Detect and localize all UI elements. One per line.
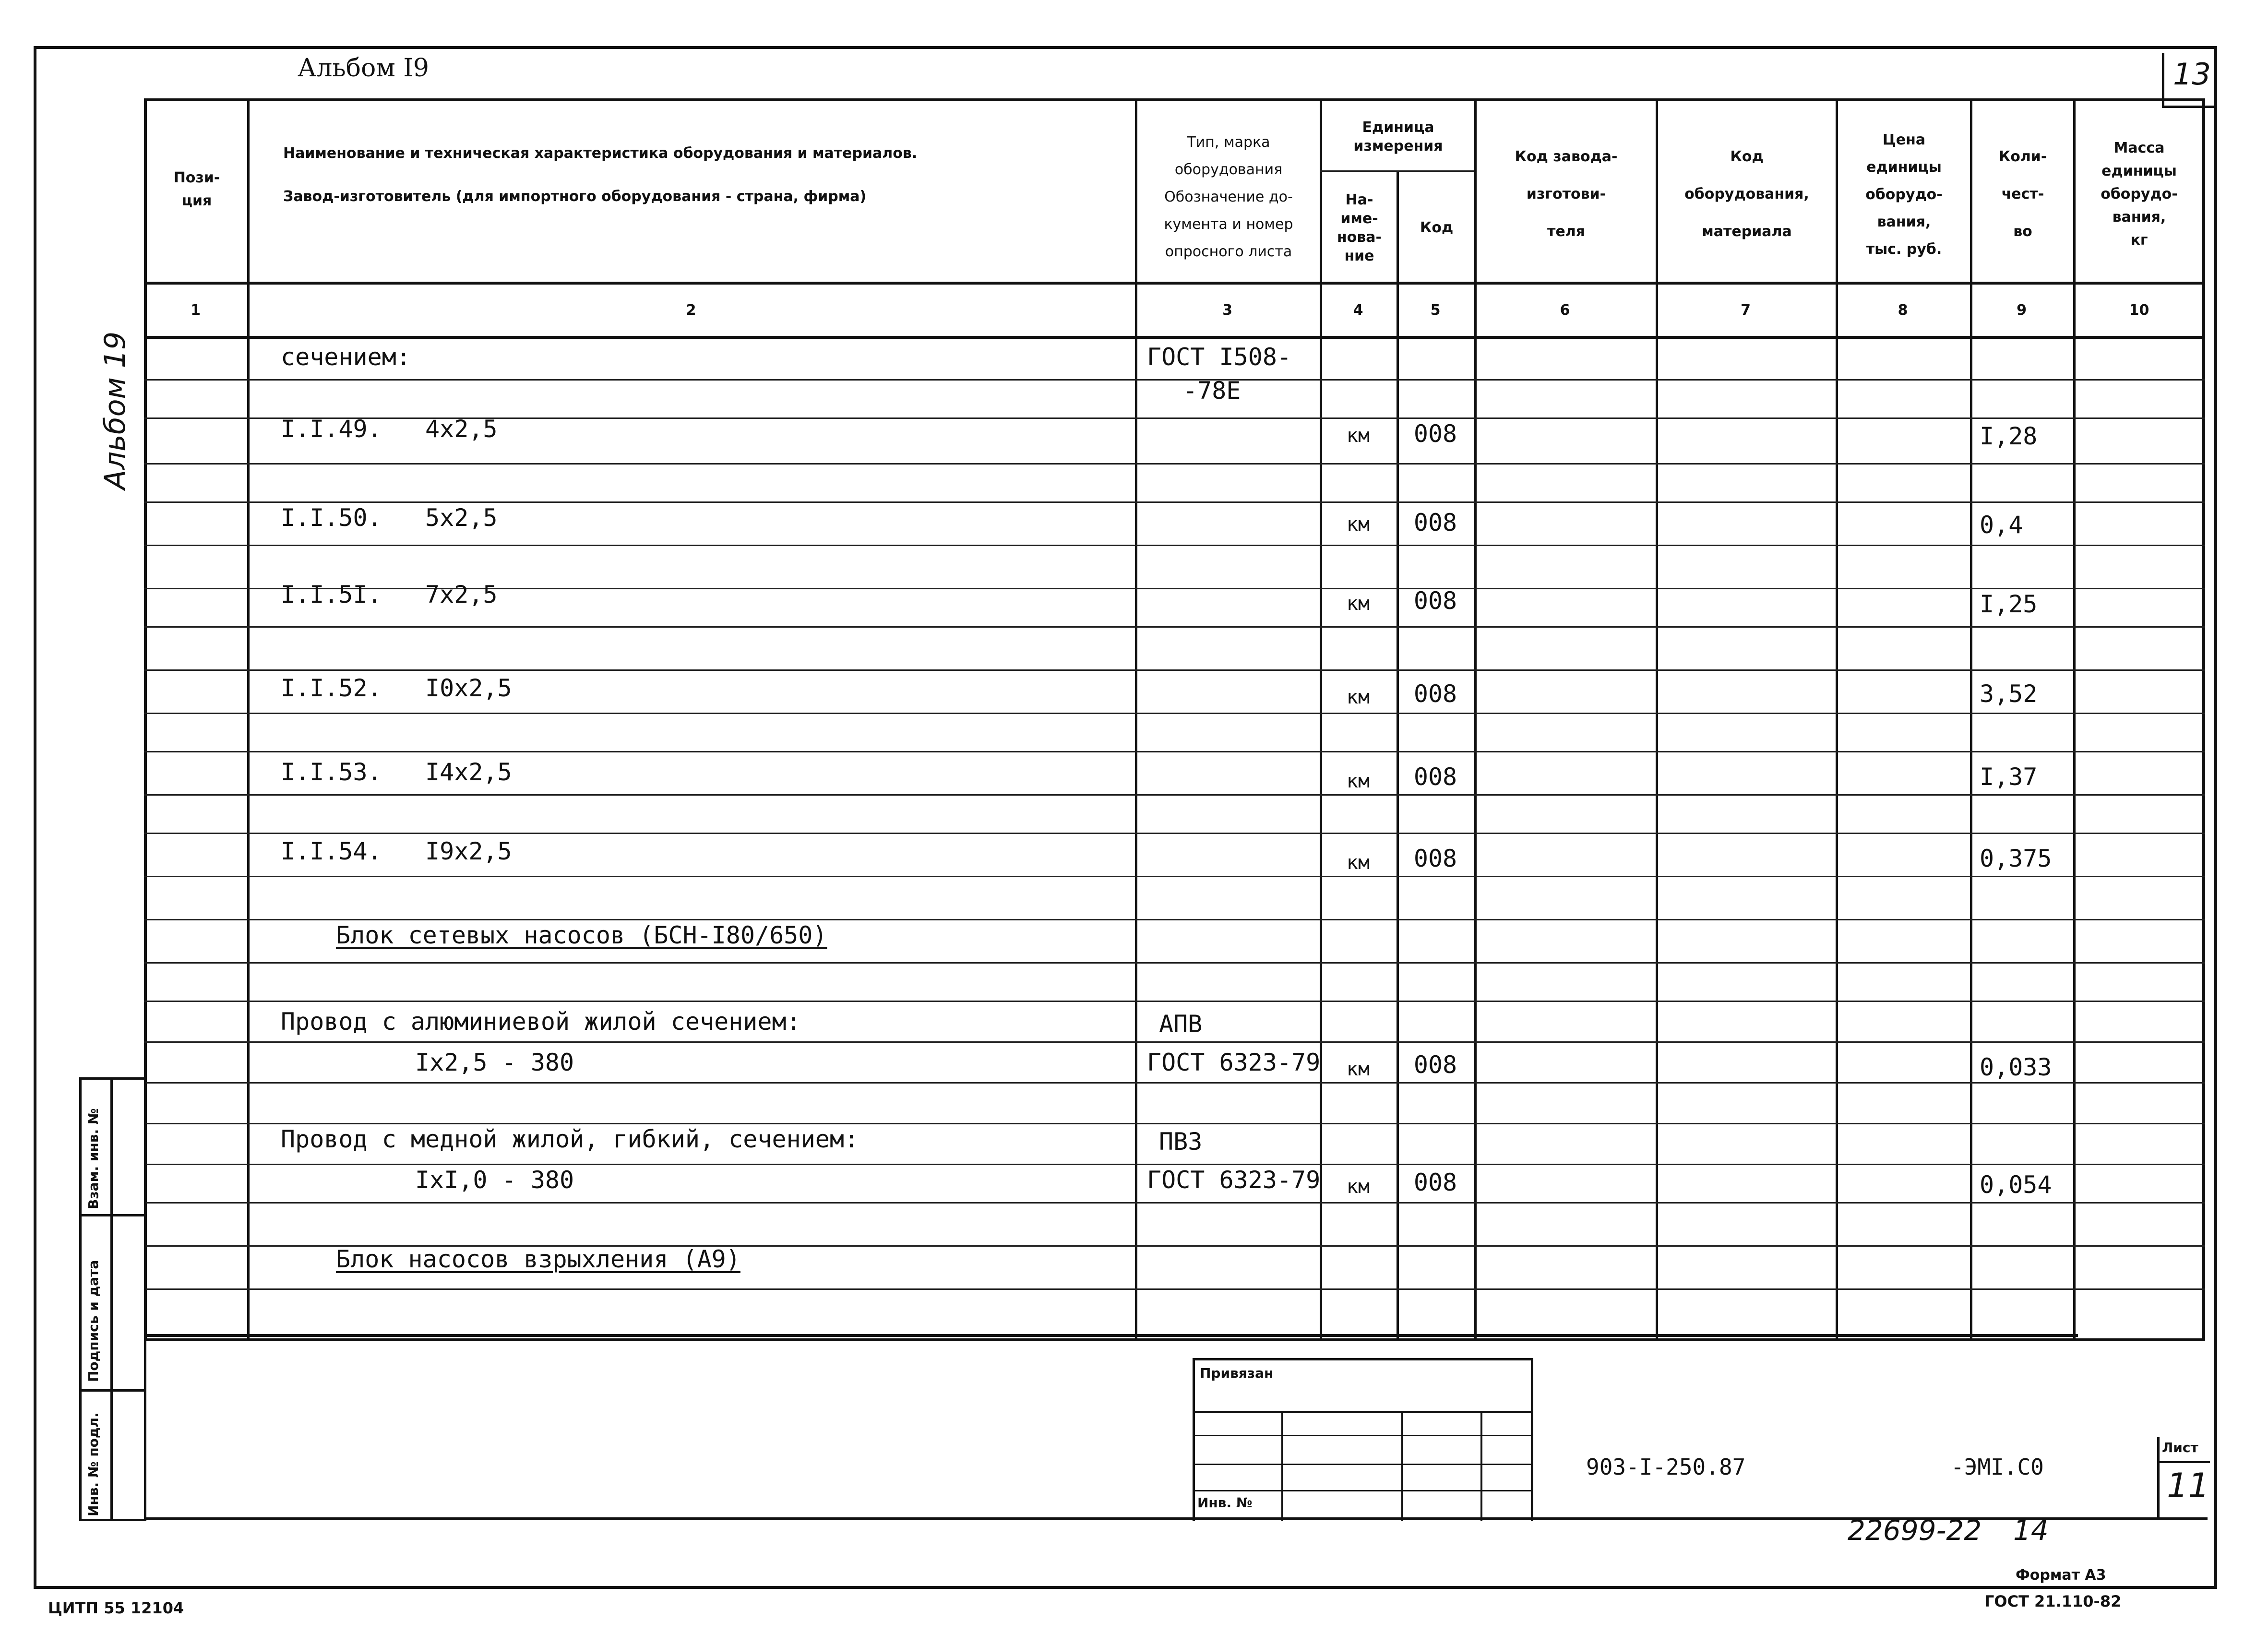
privyazan-label: Привязан [1200, 1365, 1274, 1381]
col-num-1: 1 [191, 302, 201, 319]
row-wire-al-code: 008 [1413, 1051, 1457, 1079]
col-header-unit: Единица измерения [1353, 119, 1443, 155]
format-label: Формат А3 [2016, 1567, 2106, 1584]
col-num-4: 4 [1353, 302, 1363, 319]
row-wire-al-type: АПВ [1159, 1010, 1203, 1038]
col-header-equipment-code: Код оборудования, материала [1684, 148, 1809, 240]
row-wire-cu-code: 008 [1413, 1168, 1457, 1196]
col-num-7: 7 [1741, 302, 1751, 319]
row-wire-cu-type: ПВЗ [1159, 1128, 1203, 1156]
row-7-unit: км [1346, 770, 1370, 792]
col-num-6: 6 [1560, 302, 1570, 319]
row-4-unit: км [1346, 513, 1370, 536]
col-num-2: 2 [686, 302, 696, 319]
col-num-8: 8 [1898, 302, 1908, 319]
row-wire-al-name: Провод с алюминиевой жилой сечением: [281, 1008, 801, 1036]
stamp-podpis-data: Подпись и дата [85, 1260, 101, 1382]
inv-no-label: Инв. № [1197, 1495, 1253, 1511]
row-wire-al-spec: Iх2,5 - 380 [415, 1049, 574, 1076]
title-block [144, 1341, 2208, 1520]
row-wire-al-gost: ГОСТ 6323-79 [1147, 1049, 1321, 1076]
row-6-qty: 3,52 [1980, 680, 2038, 708]
album-title: Альбом I9 [298, 54, 429, 83]
col-num-10: 10 [2129, 302, 2149, 319]
row-wire-cu-qty: 0,054 [1980, 1171, 2052, 1199]
row-7-qty: I,37 [1980, 763, 2038, 791]
row-wire-al-unit: км [1346, 1058, 1370, 1080]
row-6-name: I.I.52. I0х2,5 [281, 674, 512, 702]
row-wire-al-qty: 0,033 [1980, 1053, 2052, 1081]
row-8-qty: 0,375 [1980, 845, 2052, 872]
col-header-factory-code: Код завода- изготови- теля [1515, 148, 1618, 240]
row-3-unit: км [1346, 425, 1370, 447]
row-4-name: I.I.50. 5х2,5 [281, 504, 498, 532]
row-6-unit: км [1346, 686, 1370, 708]
side-album-label: Альбом 19 [98, 331, 132, 489]
col-header-position: Пози- ция [173, 169, 220, 209]
ciitp-label: ЦИТП 55 12104 [48, 1599, 184, 1617]
col-num-5: 5 [1430, 302, 1441, 319]
row-wire-cu-name: Провод с медной жилой, гибкий, сечением: [281, 1125, 859, 1153]
row-6-code: 008 [1413, 680, 1457, 708]
row-8-unit: км [1346, 852, 1370, 874]
gost-label: ГОСТ 21.110-82 [1984, 1592, 2122, 1610]
doc-suffix: -ЭМI.С0 [1951, 1454, 2044, 1480]
section-heading-a9: Блок насосов взрыхления (А9) [336, 1245, 740, 1273]
col-header-price: Цена единицы оборудо- вания, тыс. руб. [1865, 131, 1943, 258]
row-4-code: 008 [1413, 509, 1457, 536]
section-heading-bsn: Блок сетевых насосов (БСН-I80/650) [336, 921, 827, 949]
row-1-name: сечением: [281, 343, 411, 371]
page-number-handwritten: 13 [2173, 57, 2211, 92]
stamp-vzam-inv: Взам. инв. № [85, 1108, 101, 1209]
row-3-name: I.I.49. 4х2,5 [281, 415, 498, 443]
row-1-type: ГОСТ I508- [1147, 343, 1292, 371]
col-header-name: Наименование и техническая характеристика оборудования и материалов. Завод-изготовитель (для импортного оборудования - страна, фирма) [283, 145, 918, 205]
col-header-quantity: Коли- чест- во [1998, 148, 2047, 240]
list-label: Лист [2162, 1440, 2198, 1455]
row-8-code: 008 [1413, 845, 1457, 872]
col-num-3: 3 [1222, 302, 1232, 319]
row-3-qty: I,28 [1980, 422, 2038, 450]
row-5-unit: км [1346, 593, 1370, 615]
row-7-name: I.I.53. I4х2,5 [281, 758, 512, 786]
col-header-mass: Масса единицы оборудо- вания, кг [2101, 140, 2178, 249]
row-5-name: I.I.5I. 7х2,5 [281, 581, 498, 608]
archive-number: 22699-22 [1848, 1514, 1982, 1547]
list-number: 11 [2167, 1466, 2210, 1505]
specification-table [144, 98, 2205, 1341]
row-4-qty: 0,4 [1980, 511, 2023, 539]
row-wire-cu-unit: км [1346, 1176, 1370, 1198]
col-header-unit-code: Код [1420, 219, 1454, 236]
row-wire-cu-gost: ГОСТ 6323-79 [1147, 1166, 1321, 1194]
row-7-code: 008 [1413, 763, 1457, 791]
row-5-code: 008 [1413, 587, 1457, 615]
col-num-9: 9 [2017, 302, 2027, 319]
col-header-type: Тип, марка оборудования Обозначение до- кумента и номер опросного листа [1164, 133, 1293, 260]
row-3-code: 008 [1413, 420, 1457, 448]
row-wire-cu-spec: IхI,0 - 380 [415, 1166, 574, 1194]
row-5-qty: I,25 [1980, 590, 2038, 618]
row-2-type: -78Е [1183, 377, 1241, 405]
col-header-unit-name: На- име- нова- ние [1337, 191, 1382, 264]
stamp-inv-podl: Инв. № подл. [85, 1412, 101, 1516]
doc-code: 903-I-250.87 [1586, 1454, 1746, 1480]
archive-page: 14 [2013, 1514, 2049, 1547]
row-8-name: I.I.54. I9х2,5 [281, 837, 512, 865]
